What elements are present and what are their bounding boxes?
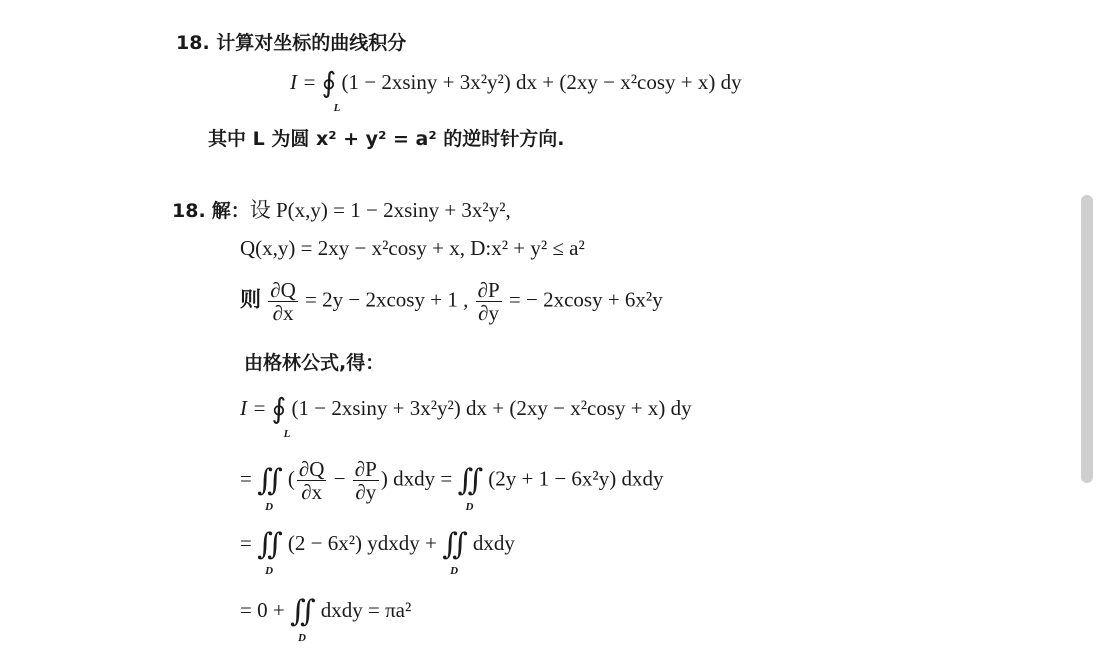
problem-number: 18. [176, 32, 210, 54]
solution-number: 18. [172, 200, 206, 222]
eq2-rhs: (2y + 1 − 6x²y) dxdy [488, 466, 664, 491]
solution-line-1 [172, 194, 511, 224]
equation-4 [240, 595, 412, 644]
then-label: 则 [240, 287, 261, 312]
fraction-dp-dy: $\frac{\partial P}{\partial y}$ [477, 278, 500, 325]
equals-sign: = [240, 530, 252, 555]
solution-line-3 [240, 279, 663, 324]
equals-zero: = 0 + [240, 597, 285, 622]
fraction-dp-dy: $\frac{\partial P}{\partial y}$ [354, 457, 377, 504]
integrand: (1 − 2xsiny + 3x²y²) dx + (2xy − x²cosy + x) dy [341, 70, 742, 94]
eq1-rhs: (1 − 2xsiny + 3x²y²) dx + (2xy − x²cosy + x) dy [291, 396, 692, 420]
double-integral-icon: ∬ D [257, 463, 283, 513]
double-integral-icon: ∬ D [289, 595, 316, 644]
solution-line-2: Q(x,y) = 2xy − x²cosy + x, D:x² + y² ≤ a² [240, 236, 585, 260]
eq1-lhs: I = [240, 396, 267, 420]
double-integral-icon: ∬ D [257, 528, 283, 577]
green-formula-text: 由格林公式,得： [244, 352, 385, 374]
paren-open: ( [287, 466, 295, 491]
problem-integral [290, 68, 742, 115]
fraction-dq-dx: $\frac{\partial Q}{\partial x}$ [270, 278, 296, 325]
dq-dx-value: = 2y − 2xcosy + 1 , [305, 287, 469, 312]
integral-lhs: I = [290, 70, 317, 94]
problem-title: 计算对坐标的曲线积分 [216, 32, 407, 54]
equation-2 [240, 457, 664, 513]
vertical-scrollbar[interactable] [1081, 195, 1093, 483]
eq3-term-a: (2 − 6x²) ydxdy + [287, 530, 437, 555]
problem-header [176, 28, 406, 55]
fraction-dq-dx: $\frac{\partial Q}{\partial x}$ [298, 457, 325, 504]
equation-3 [240, 528, 515, 577]
eq4-rhs: dxdy = πa² [320, 597, 412, 622]
paren-close: ) dxdy = [380, 466, 453, 491]
contour-integral-icon: ∮ L [321, 68, 341, 115]
solution-label: 解： [211, 200, 250, 222]
equals-sign: = [240, 466, 252, 491]
problem-condition: 其中 L 为圆 x² + y² = a² 的逆时针方向. [208, 128, 565, 150]
double-integral-icon: ∬ D [442, 528, 468, 577]
eq3-term-b: dxdy [472, 530, 515, 555]
equation-1 [240, 394, 692, 441]
dp-dy-value: = − 2xcosy + 6x²y [508, 287, 663, 312]
contour-integral-icon: ∮ L [271, 394, 291, 441]
double-integral-icon: ∬ D [457, 463, 483, 513]
minus-sign: − [333, 466, 346, 491]
define-p: 设 P(x,y) = 1 − 2xsiny + 3x²y², [249, 198, 511, 222]
